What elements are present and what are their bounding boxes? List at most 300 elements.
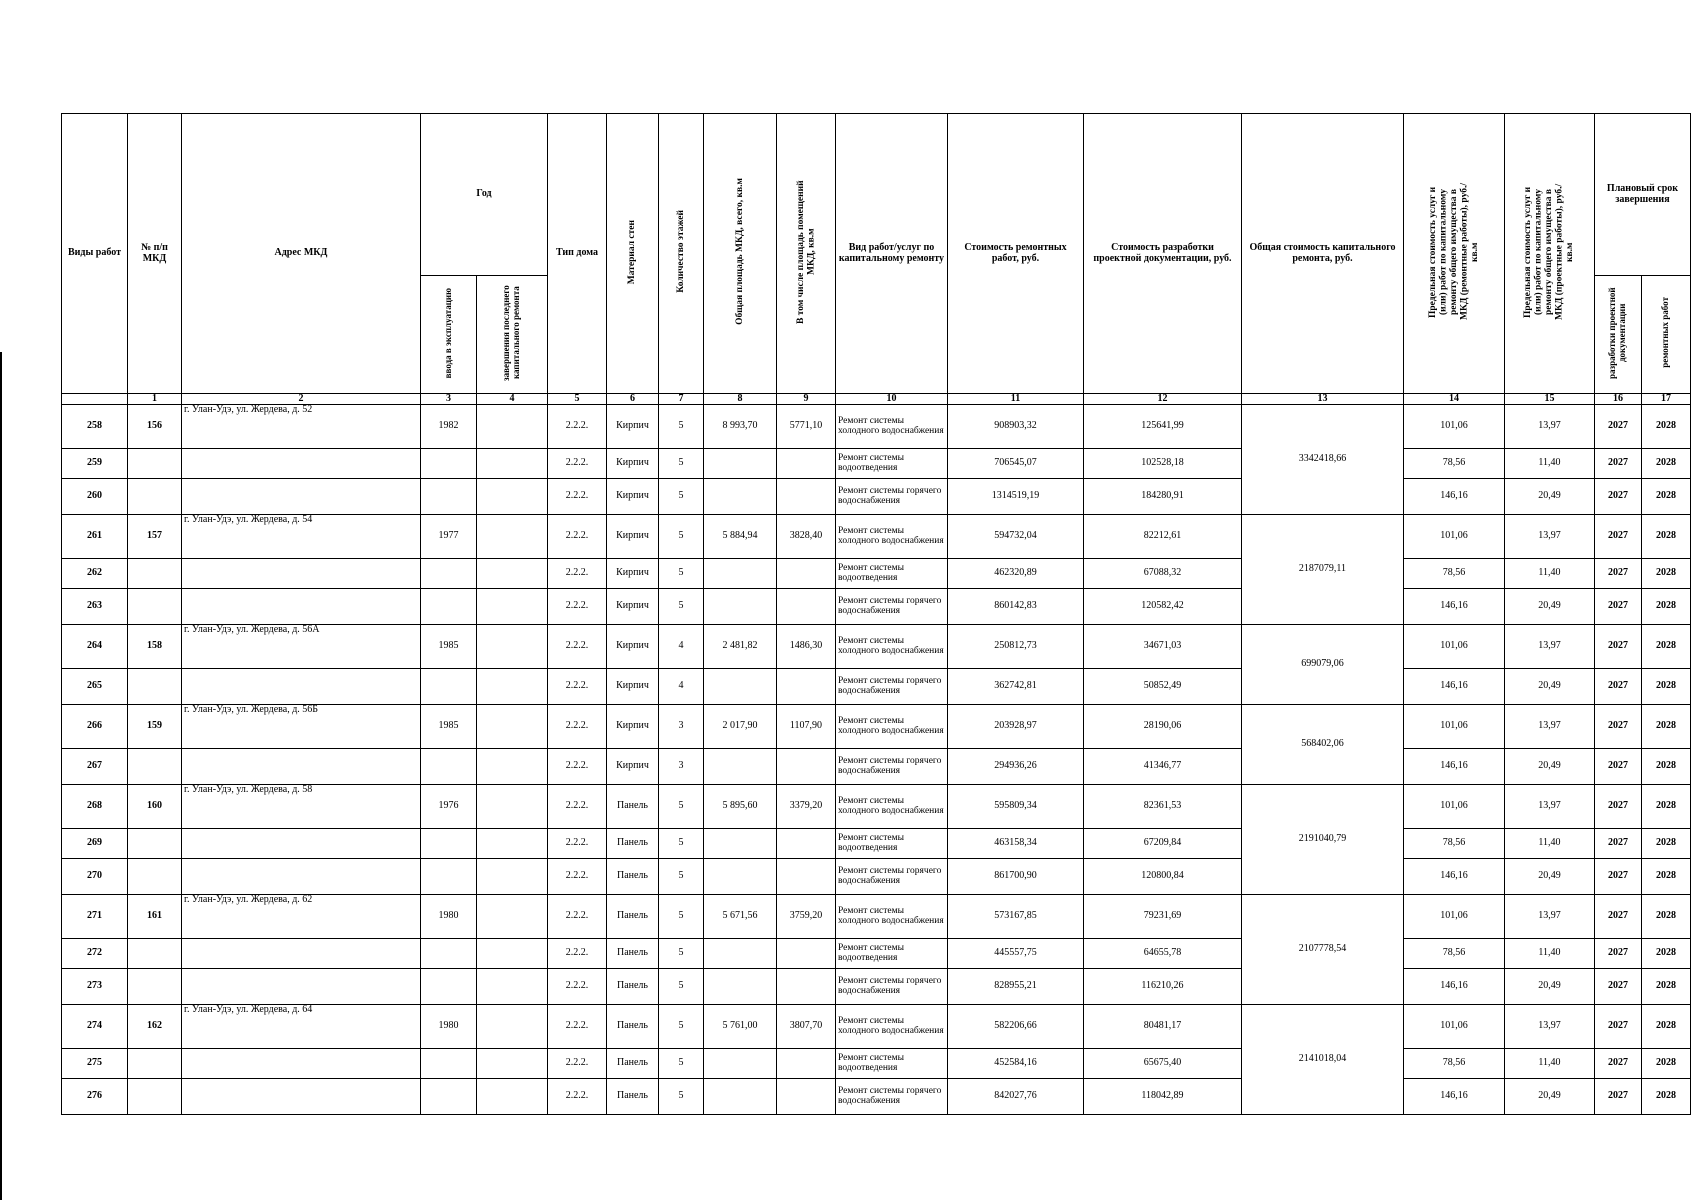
header-premises-area: В том числе площадь помещений МКД, кв.м <box>795 179 816 324</box>
year-commission-cell: 1985 <box>421 625 477 669</box>
year-commission-cell: 1982 <box>421 405 477 449</box>
work-kind-cell: Ремонт системы горячего водоснабжения <box>836 589 948 625</box>
premises-area-cell: 5771,10 <box>777 405 836 449</box>
work-number-cell: 276 <box>62 1079 128 1115</box>
deadline-design-cell: 2027 <box>1595 969 1642 1005</box>
limit-design-cell: 13,97 <box>1505 405 1595 449</box>
limit-design-cell: 20,49 <box>1505 669 1595 705</box>
floors-cell: 4 <box>659 669 704 705</box>
repair-plan-table <box>61 113 1691 1115</box>
table-row <box>62 449 1691 479</box>
house-type-cell: 2.2.2. <box>548 1005 607 1049</box>
column-number: 8 <box>704 394 777 405</box>
total-area-cell <box>704 859 777 895</box>
total-area-cell: 5 761,00 <box>704 1005 777 1049</box>
deadline-design-cell: 2027 <box>1595 589 1642 625</box>
total-area-cell <box>704 969 777 1005</box>
deadline-repair-cell: 2028 <box>1642 1079 1691 1115</box>
work-number-cell: 271 <box>62 895 128 939</box>
limit-design-cell: 20,49 <box>1505 1079 1595 1115</box>
address-cell: г. Улан-Удэ, ул. Жердева, д. 56Б <box>182 705 421 749</box>
work-number-cell: 262 <box>62 559 128 589</box>
address-cell <box>182 479 421 515</box>
total-area-cell <box>704 1049 777 1079</box>
house-type-cell: 2.2.2. <box>548 829 607 859</box>
floors-cell: 5 <box>659 1005 704 1049</box>
deadline-repair-cell: 2028 <box>1642 559 1691 589</box>
repair-cost-cell: 445557,75 <box>948 939 1084 969</box>
limit-repair-cell: 101,06 <box>1404 785 1505 829</box>
house-type-cell: 2.2.2. <box>548 559 607 589</box>
work-kind-cell: Ремонт системы водоотведения <box>836 559 948 589</box>
address-cell <box>182 669 421 705</box>
repair-cost-cell: 294936,26 <box>948 749 1084 785</box>
year-commission-cell <box>421 449 477 479</box>
floors-cell: 3 <box>659 705 704 749</box>
floors-cell: 5 <box>659 859 704 895</box>
work-kind-cell: Ремонт системы водоотведения <box>836 829 948 859</box>
column-number: 11 <box>948 394 1084 405</box>
wall-material-cell: Кирпич <box>607 559 659 589</box>
address-cell: г. Улан-Удэ, ул. Жердева, д. 64 <box>182 1005 421 1049</box>
wall-material-cell: Панель <box>607 969 659 1005</box>
wall-material-cell: Панель <box>607 1049 659 1079</box>
year-commission-cell <box>421 589 477 625</box>
column-number: 5 <box>548 394 607 405</box>
year-commission-cell: 1980 <box>421 1005 477 1049</box>
limit-repair-cell: 78,56 <box>1404 829 1505 859</box>
mkd-number-cell: 161 <box>128 895 182 939</box>
table-row <box>62 705 1691 749</box>
house-type-cell: 2.2.2. <box>548 589 607 625</box>
deadline-design-cell: 2027 <box>1595 515 1642 559</box>
limit-repair-cell: 101,06 <box>1404 405 1505 449</box>
house-type-cell: 2.2.2. <box>548 669 607 705</box>
year-last-repair-cell <box>477 625 548 669</box>
work-kind-cell: Ремонт системы холодного водоснабжения <box>836 515 948 559</box>
deadline-design-cell: 2027 <box>1595 939 1642 969</box>
year-last-repair-cell <box>477 895 548 939</box>
total-area-cell: 5 671,56 <box>704 895 777 939</box>
column-number: 13 <box>1242 394 1404 405</box>
address-cell <box>182 829 421 859</box>
wall-material-cell: Панель <box>607 1005 659 1049</box>
address-cell: г. Улан-Удэ, ул. Жердева, д. 54 <box>182 515 421 559</box>
column-number: 16 <box>1595 394 1642 405</box>
house-type-cell: 2.2.2. <box>548 1079 607 1115</box>
wall-material-cell: Кирпич <box>607 449 659 479</box>
table-row <box>62 895 1691 939</box>
year-last-repair-cell <box>477 405 548 449</box>
design-cost-cell: 82361,53 <box>1084 785 1242 829</box>
header-row-main <box>62 114 1691 276</box>
house-type-cell: 2.2.2. <box>548 969 607 1005</box>
year-last-repair-cell <box>477 559 548 589</box>
limit-repair-cell: 101,06 <box>1404 895 1505 939</box>
table-row <box>62 625 1691 669</box>
year-last-repair-cell <box>477 705 548 749</box>
address-cell: г. Улан-Удэ, ул. Жердева, д. 56А <box>182 625 421 669</box>
deadline-design-cell: 2027 <box>1595 669 1642 705</box>
house-type-cell: 2.2.2. <box>548 895 607 939</box>
year-commission-cell <box>421 669 477 705</box>
floors-cell: 5 <box>659 969 704 1005</box>
column-number-row <box>62 394 1691 405</box>
total-cost-cell: 699079,06 <box>1242 625 1404 705</box>
deadline-repair-cell: 2028 <box>1642 969 1691 1005</box>
column-number: 7 <box>659 394 704 405</box>
premises-area-cell <box>777 1049 836 1079</box>
header-work-type: Виды работ <box>62 114 128 394</box>
mkd-number-cell: 158 <box>128 625 182 669</box>
column-number: 4 <box>477 394 548 405</box>
floors-cell: 5 <box>659 449 704 479</box>
total-area-cell <box>704 449 777 479</box>
limit-repair-cell: 146,16 <box>1404 969 1505 1005</box>
year-commission-cell <box>421 969 477 1005</box>
work-number-cell: 264 <box>62 625 128 669</box>
mkd-number-cell: 162 <box>128 1005 182 1049</box>
limit-design-cell: 13,97 <box>1505 785 1595 829</box>
work-kind-cell: Ремонт системы холодного водоснабжения <box>836 705 948 749</box>
table-row <box>62 969 1691 1005</box>
total-cost-cell: 2191040,79 <box>1242 785 1404 895</box>
floors-cell: 5 <box>659 895 704 939</box>
header-deadline: Плановый срок завершения <box>1595 114 1691 276</box>
table-row <box>62 515 1691 559</box>
mkd-number-cell <box>128 559 182 589</box>
year-last-repair-cell <box>477 449 548 479</box>
premises-area-cell <box>777 479 836 515</box>
wall-material-cell: Кирпич <box>607 405 659 449</box>
address-cell <box>182 449 421 479</box>
mkd-number-cell <box>128 939 182 969</box>
floors-cell: 4 <box>659 625 704 669</box>
work-number-cell: 270 <box>62 859 128 895</box>
work-number-cell: 258 <box>62 405 128 449</box>
address-cell <box>182 559 421 589</box>
year-commission-cell <box>421 1049 477 1079</box>
design-cost-cell: 50852,49 <box>1084 669 1242 705</box>
deadline-repair-cell: 2028 <box>1642 1005 1691 1049</box>
deadline-design-cell: 2027 <box>1595 449 1642 479</box>
limit-repair-cell: 101,06 <box>1404 515 1505 559</box>
mkd-number-cell <box>128 859 182 895</box>
address-cell <box>182 939 421 969</box>
column-number: 6 <box>607 394 659 405</box>
mkd-number-cell <box>128 829 182 859</box>
repair-cost-cell: 462320,89 <box>948 559 1084 589</box>
header-limit-repair: Предельная стоимость услуг и (или) работ по капитальному ремонту общего имущества в МКД (ремонтные работы), руб./кв.м <box>1427 183 1480 321</box>
design-cost-cell: 120800,84 <box>1084 859 1242 895</box>
floors-cell: 5 <box>659 1049 704 1079</box>
house-type-cell: 2.2.2. <box>548 705 607 749</box>
deadline-design-cell: 2027 <box>1595 559 1642 589</box>
floors-cell: 5 <box>659 559 704 589</box>
deadline-design-cell: 2027 <box>1595 705 1642 749</box>
repair-cost-cell: 594732,04 <box>948 515 1084 559</box>
header-address: Адрес МКД <box>182 114 421 394</box>
header-wall-material-cell <box>607 114 659 394</box>
floors-cell: 3 <box>659 749 704 785</box>
premises-area-cell: 1107,90 <box>777 705 836 749</box>
deadline-repair-cell: 2028 <box>1642 405 1691 449</box>
header-design-cost: Стоимость разработки проектной документации, руб. <box>1084 114 1242 394</box>
header-total-area-cell <box>704 114 777 394</box>
limit-design-cell: 13,97 <box>1505 515 1595 559</box>
year-last-repair-cell <box>477 859 548 895</box>
mkd-number-cell: 159 <box>128 705 182 749</box>
work-kind-cell: Ремонт системы холодного водоснабжения <box>836 1005 948 1049</box>
limit-repair-cell: 146,16 <box>1404 479 1505 515</box>
floors-cell: 5 <box>659 829 704 859</box>
column-number: 15 <box>1505 394 1595 405</box>
total-cost-cell: 3342418,66 <box>1242 405 1404 515</box>
limit-repair-cell: 101,06 <box>1404 1005 1505 1049</box>
year-last-repair-cell <box>477 785 548 829</box>
wall-material-cell: Панель <box>607 1079 659 1115</box>
limit-repair-cell: 146,16 <box>1404 859 1505 895</box>
year-last-repair-cell <box>477 669 548 705</box>
repair-cost-cell: 908903,32 <box>948 405 1084 449</box>
wall-material-cell: Панель <box>607 939 659 969</box>
total-area-cell <box>704 749 777 785</box>
work-number-cell: 273 <box>62 969 128 1005</box>
limit-repair-cell: 146,16 <box>1404 589 1505 625</box>
design-cost-cell: 79231,69 <box>1084 895 1242 939</box>
address-cell <box>182 969 421 1005</box>
repair-cost-cell: 828955,21 <box>948 969 1084 1005</box>
table-row <box>62 589 1691 625</box>
design-cost-cell: 34671,03 <box>1084 625 1242 669</box>
work-number-cell: 260 <box>62 479 128 515</box>
column-number: 2 <box>182 394 421 405</box>
repair-cost-cell: 463158,34 <box>948 829 1084 859</box>
work-number-cell: 261 <box>62 515 128 559</box>
repair-cost-cell: 582206,66 <box>948 1005 1084 1049</box>
work-number-cell: 272 <box>62 939 128 969</box>
address-cell: г. Улан-Удэ, ул. Жердева, д. 62 <box>182 895 421 939</box>
design-cost-cell: 120582,42 <box>1084 589 1242 625</box>
total-area-cell: 2 017,90 <box>704 705 777 749</box>
premises-area-cell: 3828,40 <box>777 515 836 559</box>
deadline-repair-cell: 2028 <box>1642 939 1691 969</box>
work-kind-cell: Ремонт системы водоотведения <box>836 449 948 479</box>
work-kind-cell: Ремонт системы горячего водоснабжения <box>836 479 948 515</box>
work-number-cell: 259 <box>62 449 128 479</box>
work-kind-cell: Ремонт системы холодного водоснабжения <box>836 625 948 669</box>
total-area-cell: 2 481,82 <box>704 625 777 669</box>
header-total-area: Общая площадь МКД, всего, кв.м <box>734 178 745 326</box>
deadline-design-cell: 2027 <box>1595 749 1642 785</box>
mkd-number-cell <box>128 479 182 515</box>
repair-cost-cell: 861700,90 <box>948 859 1084 895</box>
table-row <box>62 749 1691 785</box>
floors-cell: 5 <box>659 785 704 829</box>
repair-cost-cell: 842027,76 <box>948 1079 1084 1115</box>
total-cost-cell: 568402,06 <box>1242 705 1404 785</box>
mkd-number-cell <box>128 589 182 625</box>
mkd-number-cell <box>128 669 182 705</box>
work-number-cell: 275 <box>62 1049 128 1079</box>
work-kind-cell: Ремонт системы горячего водоснабжения <box>836 669 948 705</box>
work-kind-cell: Ремонт системы горячего водоснабжения <box>836 749 948 785</box>
premises-area-cell <box>777 939 836 969</box>
deadline-repair-cell: 2028 <box>1642 669 1691 705</box>
limit-design-cell: 20,49 <box>1505 589 1595 625</box>
year-commission-cell: 1985 <box>421 705 477 749</box>
year-commission-cell <box>421 829 477 859</box>
limit-design-cell: 13,97 <box>1505 625 1595 669</box>
limit-design-cell: 11,40 <box>1505 939 1595 969</box>
work-kind-cell: Ремонт системы холодного водоснабжения <box>836 785 948 829</box>
total-area-cell <box>704 1079 777 1115</box>
limit-repair-cell: 146,16 <box>1404 1079 1505 1115</box>
limit-design-cell: 20,49 <box>1505 479 1595 515</box>
work-number-cell: 269 <box>62 829 128 859</box>
year-last-repair-cell <box>477 969 548 1005</box>
design-cost-cell: 102528,18 <box>1084 449 1242 479</box>
house-type-cell: 2.2.2. <box>548 939 607 969</box>
limit-design-cell: 11,40 <box>1505 1049 1595 1079</box>
wall-material-cell: Панель <box>607 859 659 895</box>
table-row <box>62 669 1691 705</box>
header-deadline-design: разработки проектной документации <box>1607 286 1627 379</box>
premises-area-cell <box>777 969 836 1005</box>
premises-area-cell <box>777 829 836 859</box>
limit-design-cell: 11,40 <box>1505 559 1595 589</box>
repair-cost-cell: 250812,73 <box>948 625 1084 669</box>
year-last-repair-cell <box>477 1079 548 1115</box>
column-number: 10 <box>836 394 948 405</box>
design-cost-cell: 41346,77 <box>1084 749 1242 785</box>
repair-cost-cell: 203928,97 <box>948 705 1084 749</box>
table-row <box>62 479 1691 515</box>
floors-cell: 5 <box>659 1079 704 1115</box>
deadline-design-cell: 2027 <box>1595 1005 1642 1049</box>
work-kind-cell: Ремонт системы горячего водоснабжения <box>836 1079 948 1115</box>
total-area-cell <box>704 939 777 969</box>
work-number-cell: 265 <box>62 669 128 705</box>
header-deadline-repair: ремонтных работ <box>1660 297 1671 369</box>
year-last-repair-cell <box>477 939 548 969</box>
total-cost-cell: 2187079,11 <box>1242 515 1404 625</box>
year-last-repair-cell <box>477 829 548 859</box>
table-row <box>62 405 1691 449</box>
repair-cost-cell: 1314519,19 <box>948 479 1084 515</box>
address-cell <box>182 859 421 895</box>
house-type-cell: 2.2.2. <box>548 405 607 449</box>
mkd-number-cell <box>128 749 182 785</box>
header-year-commission: ввода в эксплуатацию <box>442 287 453 378</box>
header-year-last-repair-cell <box>477 276 548 394</box>
year-last-repair-cell <box>477 1005 548 1049</box>
deadline-design-cell: 2027 <box>1595 859 1642 895</box>
limit-design-cell: 13,97 <box>1505 895 1595 939</box>
premises-area-cell <box>777 1079 836 1115</box>
table-row <box>62 1005 1691 1049</box>
deadline-design-cell: 2027 <box>1595 405 1642 449</box>
work-kind-cell: Ремонт системы горячего водоснабжения <box>836 859 948 895</box>
deadline-repair-cell: 2028 <box>1642 895 1691 939</box>
premises-area-cell <box>777 859 836 895</box>
house-type-cell: 2.2.2. <box>548 785 607 829</box>
wall-material-cell: Панель <box>607 895 659 939</box>
wall-material-cell: Кирпич <box>607 749 659 785</box>
total-area-cell <box>704 669 777 705</box>
limit-design-cell: 20,49 <box>1505 859 1595 895</box>
header-floors: Количество этажей <box>675 210 686 294</box>
work-kind-cell: Ремонт системы водоотведения <box>836 939 948 969</box>
work-number-cell: 266 <box>62 705 128 749</box>
work-number-cell: 274 <box>62 1005 128 1049</box>
deadline-repair-cell: 2028 <box>1642 515 1691 559</box>
house-type-cell: 2.2.2. <box>548 749 607 785</box>
year-commission-cell: 1980 <box>421 895 477 939</box>
table-row <box>62 1049 1691 1079</box>
mkd-number-cell <box>128 1079 182 1115</box>
wall-material-cell: Кирпич <box>607 669 659 705</box>
design-cost-cell: 67088,32 <box>1084 559 1242 589</box>
wall-material-cell: Кирпич <box>607 705 659 749</box>
repair-cost-cell: 860142,83 <box>948 589 1084 625</box>
floors-cell: 5 <box>659 405 704 449</box>
mkd-number-cell <box>128 969 182 1005</box>
floors-cell: 5 <box>659 479 704 515</box>
column-number: 14 <box>1404 394 1505 405</box>
year-commission-cell: 1977 <box>421 515 477 559</box>
year-last-repair-cell <box>477 589 548 625</box>
limit-repair-cell: 101,06 <box>1404 705 1505 749</box>
header-deadline-repair-cell <box>1642 276 1691 394</box>
header-total-cost: Общая стоимость капитального ремонта, руб. <box>1242 114 1404 394</box>
year-last-repair-cell <box>477 1049 548 1079</box>
deadline-design-cell: 2027 <box>1595 1079 1642 1115</box>
premises-area-cell <box>777 749 836 785</box>
design-cost-cell: 67209,84 <box>1084 829 1242 859</box>
year-last-repair-cell <box>477 515 548 559</box>
limit-design-cell: 13,97 <box>1505 705 1595 749</box>
year-commission-cell <box>421 479 477 515</box>
deadline-repair-cell: 2028 <box>1642 829 1691 859</box>
deadline-repair-cell: 2028 <box>1642 1049 1691 1079</box>
header-house-type: Тип дома <box>548 114 607 394</box>
header-mkd-no: № п/п МКД <box>128 114 182 394</box>
design-cost-cell: 80481,17 <box>1084 1005 1242 1049</box>
mkd-number-cell: 160 <box>128 785 182 829</box>
design-cost-cell: 65675,40 <box>1084 1049 1242 1079</box>
address-cell <box>182 1079 421 1115</box>
limit-repair-cell: 78,56 <box>1404 559 1505 589</box>
deadline-repair-cell: 2028 <box>1642 785 1691 829</box>
header-year-last-repair: завершения последнего капитального ремонта <box>501 284 521 381</box>
design-cost-cell: 116210,26 <box>1084 969 1242 1005</box>
wall-material-cell: Кирпич <box>607 625 659 669</box>
column-number <box>62 394 128 405</box>
repair-cost-cell: 573167,85 <box>948 895 1084 939</box>
table-row <box>62 785 1691 829</box>
deadline-design-cell: 2027 <box>1595 1049 1642 1079</box>
design-cost-cell: 184280,91 <box>1084 479 1242 515</box>
wall-material-cell: Кирпич <box>607 515 659 559</box>
column-number: 9 <box>777 394 836 405</box>
limit-repair-cell: 101,06 <box>1404 625 1505 669</box>
design-cost-cell: 125641,99 <box>1084 405 1242 449</box>
floors-cell: 5 <box>659 515 704 559</box>
total-cost-cell: 2141018,04 <box>1242 1005 1404 1115</box>
house-type-cell: 2.2.2. <box>548 859 607 895</box>
work-number-cell: 263 <box>62 589 128 625</box>
